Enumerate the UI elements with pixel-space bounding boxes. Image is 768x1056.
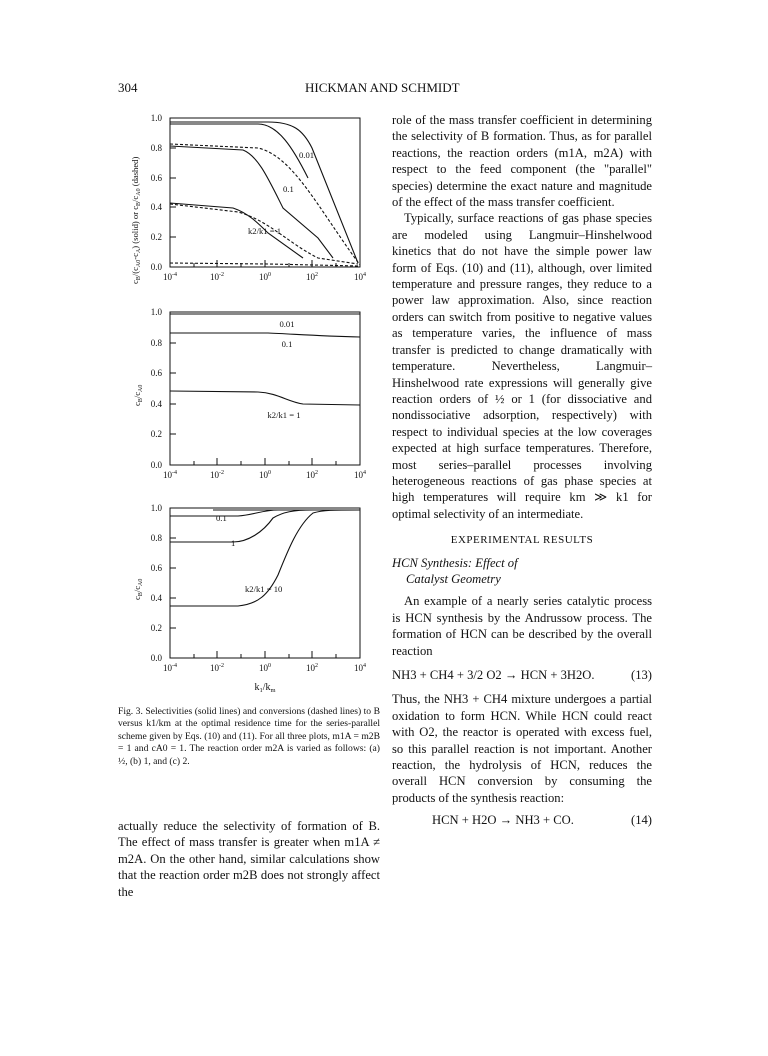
ytick: 0.6 — [150, 368, 162, 378]
curve-label: k2/k1 = 1 — [267, 410, 301, 420]
curve-solid-0.01 — [170, 122, 358, 263]
panel-b-curves — [170, 314, 360, 405]
paragraph: role of the mass transfer coefficient in determining the selectivity of B formation. Thus, as for parallel reactions, the reaction orders (m1A, m2A) with respect to the feed component (the "parallel" species) determine the exact nature and magnitude of the effect of the mass transfer coefficient. — [392, 113, 652, 210]
xtick: $10^{-2}$ — [210, 663, 224, 673]
panel-a-xticklabels — [163, 272, 366, 282]
xtick: $10^0$ — [259, 663, 271, 673]
panel-a-curves — [170, 122, 360, 266]
panel-c-xticks — [170, 651, 360, 658]
curve-label: k2/k1 = 10 — [245, 584, 283, 594]
curve-label: 0.1 — [281, 339, 293, 349]
ytick: 0.8 — [150, 338, 162, 348]
equation-14-body: HCN + H2O → NH3 + CO. — [432, 813, 574, 828]
paragraph: Typically, surface reactions of gas phase species are modeled using Langmuir–Hinshelwood kinetics that do not have the simple power law form of Eqs. (10) and (11), although, over limited temperature and pressure ranges, they reduce to a power law approximation. Also, since reaction orders can switch from positive to negative values as temperature varies, the influence of mass transfer is predicted to change dramatically with temperature. Nevertheless, Langmuir–Hinshelwood rate expressions will generally give reaction orders of ½ or 1 (for dissociative and nondissociative adsorption, respectively) with respect to individual species at the low coverages expected at high surface temperatures. Therefore, most series–parallel processes involving heterogeneous reactions of gas phase species at high temperatures will require km ≫ k1 for optimal selectivity of an intermediate. — [392, 211, 652, 521]
ytick: 0.4 — [150, 202, 162, 212]
xtick: $10^{-2}$ — [210, 272, 224, 282]
equation-13-body: NH3 + CH4 + 3/2 O2 → HCN + 3H2O. — [392, 668, 595, 682]
xtick: $10^4$ — [354, 470, 366, 480]
xtick: $10^{-2}$ — [210, 470, 224, 480]
ytick: 0.6 — [150, 563, 162, 573]
curve-solid-1 — [170, 203, 303, 258]
subsection-heading-line2: Catalyst Geometry — [406, 571, 501, 586]
curve-1 — [170, 510, 313, 542]
panel-c-curve-labels — [216, 513, 282, 594]
curve-dashed-0.01 — [170, 144, 360, 265]
xtick: $10^{-4}$ — [163, 272, 177, 282]
ytick: 1.0 — [150, 307, 162, 317]
panel-b-xticklabels — [163, 470, 366, 480]
curve-1 — [170, 391, 360, 405]
curve-solid-0.01b — [170, 124, 308, 178]
ytick: 0.4 — [150, 399, 162, 409]
page-number: 304 — [118, 80, 138, 95]
panel-c-frame — [170, 508, 360, 658]
curve-label: 0.01 — [299, 150, 315, 160]
ytick: 0.2 — [150, 623, 162, 633]
curve-label: 0.1 — [216, 513, 227, 523]
panel-a-yticks — [170, 118, 176, 267]
right-column — [392, 112, 652, 837]
curve-label: 0.01 — [279, 319, 295, 329]
ytick: 0.8 — [150, 143, 162, 153]
subsection-heading-line1: HCN Synthesis: Effect of — [392, 555, 518, 570]
curve-label: 0.1 — [283, 184, 294, 194]
panel-b-ylabel: $c_B/c_{A0}$ — [132, 384, 144, 406]
ytick: 1.0 — [150, 113, 162, 123]
panel-c-yticklabels — [151, 503, 163, 663]
panel-c-yticks — [170, 508, 176, 658]
panel-a-frame — [170, 118, 360, 267]
curve-0.1 — [170, 333, 360, 337]
ytick: 0.0 — [150, 653, 162, 663]
panel-c-ylabel: $c_B/c_{A0}$ — [132, 578, 144, 600]
ytick: 0.0 — [150, 262, 162, 272]
paragraph: An example of a nearly series catalytic process is HCN synthesis by the Andrussow process. The formation of HCN can be described by the overall reaction — [392, 594, 652, 658]
xtick: $10^0$ — [259, 272, 271, 282]
figure-panel-b — [118, 306, 380, 486]
xtick: $10^4$ — [354, 272, 366, 282]
ytick: 0.0 — [150, 460, 162, 470]
left-body-text: actually reduce the selectivity of formation of B. The effect of mass transfer is greater when m1A ≠ m2A. On the other hand, similar calculations show that the reaction order m2B does not strongly affect the — [118, 819, 380, 899]
panel-b-yticklabels — [151, 307, 163, 470]
figure-panel-a — [118, 108, 380, 288]
panel-b-yticks — [170, 312, 176, 465]
ytick: 0.2 — [150, 232, 162, 242]
figure-panel-c — [118, 500, 380, 700]
curve-label: 1 — [231, 538, 236, 548]
equation-14-number: (14) — [631, 813, 652, 828]
equation-13-number: (13) — [631, 668, 652, 682]
panel-c-xlabel: $k_1/k_m$ — [254, 682, 276, 694]
equation-13 — [392, 667, 652, 683]
xtick: $10^0$ — [259, 470, 271, 480]
panel-a-ylabel-text: $c_B/(c_{A0}-c_A)$ (solid) or $c_B/c_{A0}$ (dashed) — [130, 156, 142, 284]
xtick: $10^{-4}$ — [163, 663, 177, 673]
xtick: $10^2$ — [306, 272, 318, 282]
xtick: $10^2$ — [306, 663, 318, 673]
xtick: $10^{-4}$ — [163, 470, 177, 480]
section-heading: EXPERIMENTAL RESULTS — [450, 534, 594, 547]
panel-b-xticks — [170, 458, 360, 465]
ytick: 1.0 — [150, 503, 162, 513]
paragraph: Thus, the NH3 + CH4 mixture undergoes a partial oxidation to form HCN. While HCN could react with O2, the reactor is operated with excess fuel, so this parallel reaction is not important. Another reaction, the hydrolysis of HCN, reduces the overall HCN conversion by consuming the products of the synthesis reaction: — [392, 692, 652, 805]
curve-solid-0.1 — [170, 146, 333, 258]
running-title: HICKMAN AND SCHMIDT — [305, 80, 460, 95]
panel-b-frame — [170, 312, 360, 465]
xtick: $10^4$ — [354, 663, 366, 673]
ytick: 0.8 — [150, 533, 162, 543]
ytick: 0.6 — [150, 173, 162, 183]
figure-caption: Fig. 3. Selectivities (solid lines) and conversions (dashed lines) to B versus k1/km at the optimal residence time for the series-parallel scheme given by Eqs. (10) and (11). For all three plots, m1A = m2B = 1 and cA0 = 1. The reaction order m2A is varied as follows: (a) ½, (b) 1, and (c) 2. — [118, 706, 380, 767]
curve-label: k2/k1 = 1 — [248, 226, 282, 236]
equation-14 — [392, 812, 652, 828]
ytick: 0.4 — [150, 593, 162, 603]
ytick: 0.2 — [150, 429, 162, 439]
panel-c-xticklabels — [163, 663, 366, 673]
panel-a-yticklabels — [151, 113, 163, 272]
xtick: $10^2$ — [306, 470, 318, 480]
